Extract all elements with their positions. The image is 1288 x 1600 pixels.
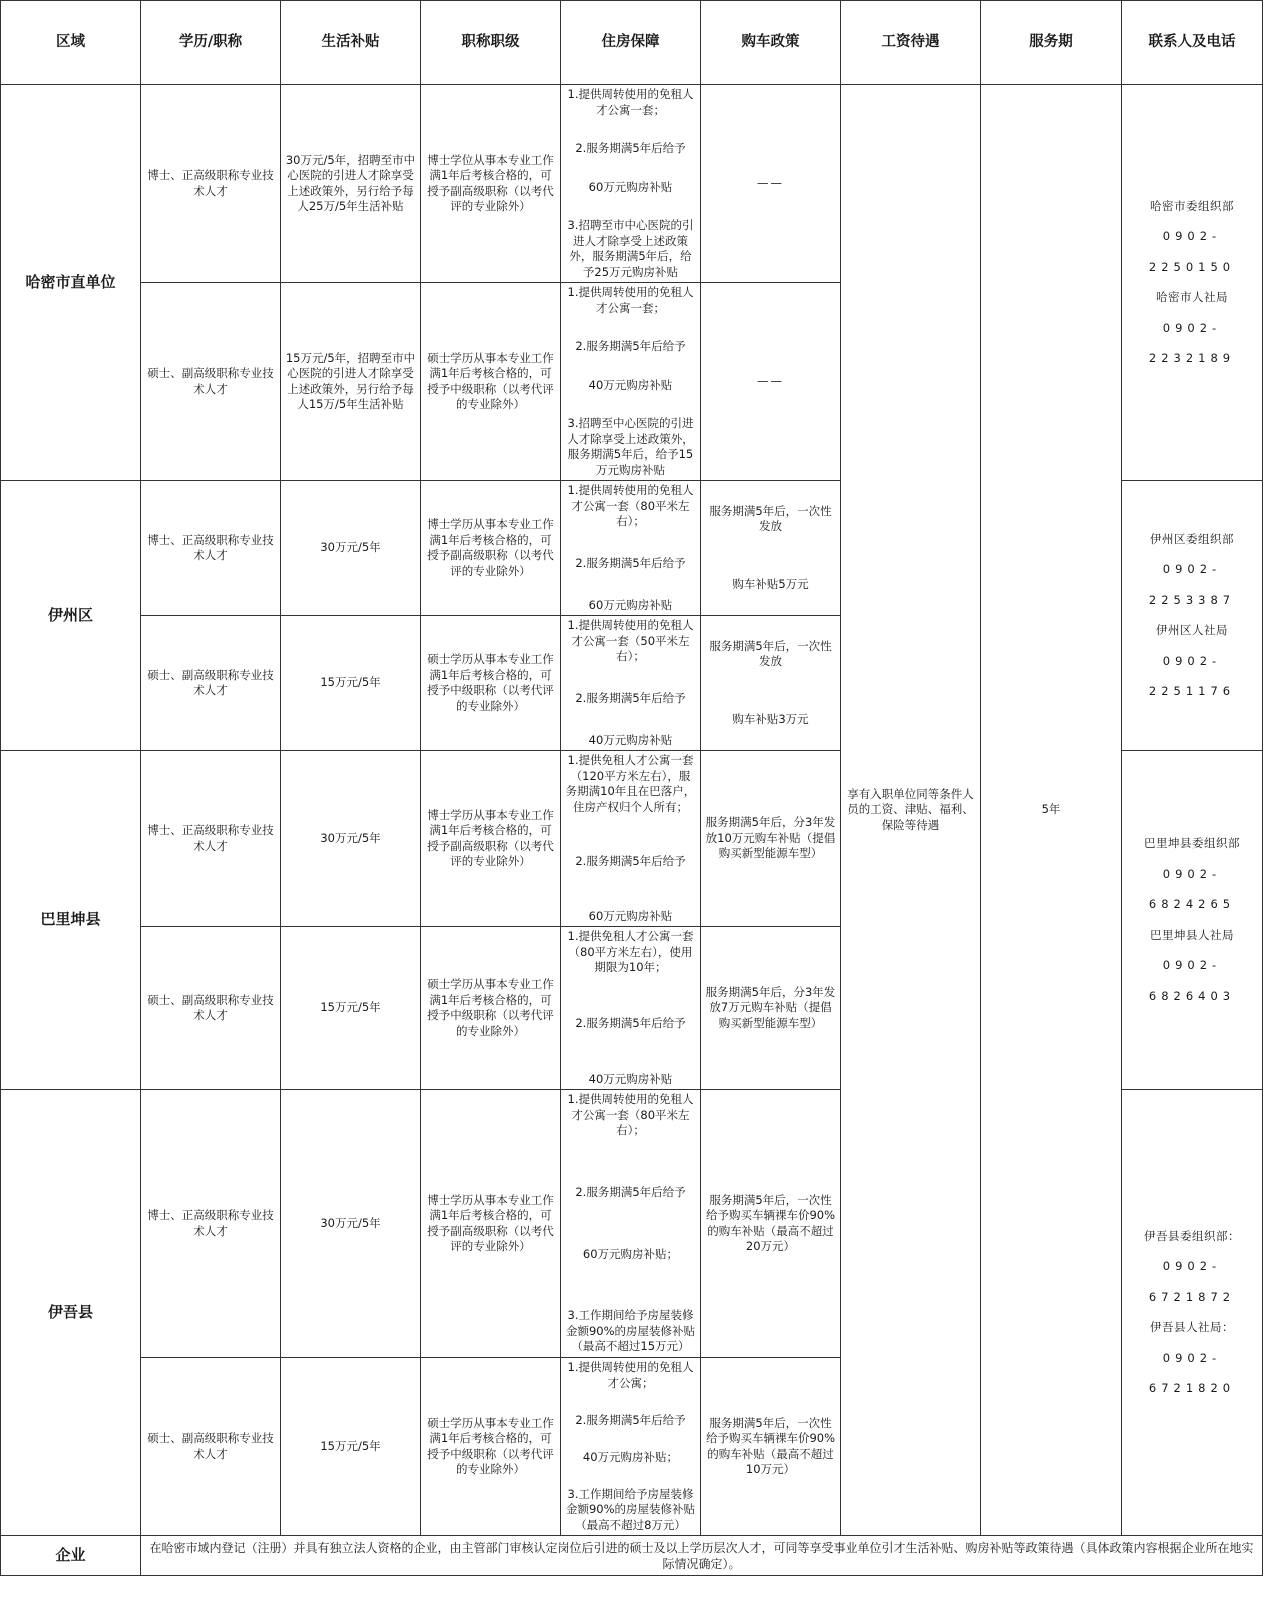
living-subsidy: 30万元/5年: [281, 1090, 421, 1358]
car-policy-text: 服务期满5年后，一次性发放: [709, 638, 832, 669]
header-salary: 工资待遇: [841, 1, 981, 85]
car-policy-text: ——: [757, 373, 784, 388]
contact-phone-number: 2250150: [1148, 259, 1236, 274]
table-row: [1, 85, 1263, 283]
talent-type: 博士、正高级职称专业技术人才: [141, 481, 281, 616]
contact-phone-prefix: 0902-: [1162, 229, 1222, 243]
region-name: 伊州区: [1, 481, 141, 751]
contact-phone-prefix: 0902-: [1162, 562, 1222, 576]
housing-item: 2.服务期满5年后给予: [575, 339, 686, 353]
header-car-policy: 购车政策: [701, 1, 841, 85]
car-policy: 服务期满5年后，一次性给予购买车辆裸车价90%的购车补贴（最高不超过20万元）: [701, 1090, 841, 1358]
region-name: 哈密市直单位: [1, 85, 141, 481]
talent-type: 博士、正高级职称专业技术人才: [141, 85, 281, 283]
living-subsidy: 30万元/5年: [281, 751, 421, 927]
housing-cell: [561, 751, 701, 927]
housing-item: 1.提供周转使用的免租人才公寓一套（80平米左右）；: [567, 1092, 694, 1137]
car-policy: 服务期满5年后，一次性给予购买车辆裸车价90%的购车补贴（最高不超过10万元）: [701, 1358, 841, 1536]
title-rank: 博士学历从事本专业工作满1年后考核合格的，可授予副高级职称（以考代评的专业除外）: [421, 481, 561, 616]
housing-item: 2.服务期满5年后给予: [575, 854, 686, 868]
contact-phone-prefix: 0902-: [1162, 653, 1222, 668]
car-policy: 服务期满5年后，分3年发放10万元购车补贴（提倡购买新型能源车型）: [701, 751, 841, 927]
housing-item: 1.提供周转使用的免租人才公寓；: [567, 1360, 694, 1390]
contact-cell: [1122, 751, 1263, 1090]
housing-cell: [561, 927, 701, 1090]
housing-item: 2.服务期满5年后给予: [575, 1015, 686, 1030]
title-rank: 博士学历从事本专业工作满1年后考核合格的，可授予副高级职称（以考代评的专业除外）: [421, 751, 561, 927]
contact-dept: 哈密市人社局: [1156, 290, 1228, 304]
housing-item: 1.提供周转使用的免租人才公寓一套（50平米左右）；: [567, 618, 694, 663]
car-policy: [701, 481, 841, 616]
contact-dept: 伊州区委组织部: [1150, 531, 1234, 546]
contact-phone-prefix: 0902-: [1162, 1350, 1222, 1365]
contact-phone-number: 6824265: [1148, 897, 1236, 911]
contact-cell: [1122, 85, 1263, 481]
car-policy-text: 服务期满5年后，一次性发放: [709, 503, 832, 534]
housing-item: 40万元购房补贴: [588, 732, 673, 747]
housing-item: 2.服务期满5年后给予: [575, 690, 686, 705]
contact-phone-prefix: 0902-: [1162, 1259, 1222, 1273]
talent-type: 硕士、副高级职称专业技术人才: [141, 283, 281, 481]
housing-item: 3.招聘至中心医院的引进人才除享受上述政策外，服务期满5年后，给予15万元购房补贴: [567, 416, 694, 477]
contact-phone-prefix: 0902-: [1162, 320, 1222, 335]
living-subsidy: 30万元/5年，招聘至市中心医院的引进人才除享受上述政策外，另行给予每人25万/5年生活补贴: [281, 85, 421, 283]
housing-cell: [561, 616, 701, 751]
header-row: [1, 1, 1263, 85]
car-policy: 服务期满5年后，分3年发放7万元购车补贴（提倡购买新型能源车型）: [701, 927, 841, 1090]
header-education: 学历/职称: [141, 1, 281, 85]
contact-dept: 伊吾县人社局：: [1150, 1320, 1234, 1334]
housing-item: 60万元购房补贴: [588, 179, 673, 194]
contact-phone-prefix: 0902-: [1162, 958, 1222, 972]
housing-item: 3.工作期间给予房屋装修金额90%的房屋装修补贴（最高不超过15万元）: [565, 1308, 696, 1354]
housing-cell: [561, 283, 701, 481]
region-name: 伊吾县: [1, 1090, 141, 1536]
housing-item: 3.招聘至市中心医院的引进人才除享受上述政策外，服务期满5年后，给予25万元购房补贴: [567, 218, 694, 279]
housing-item: 2.服务期满5年后给予: [575, 141, 686, 155]
header-title-rank: 职称职级: [421, 1, 561, 85]
housing-item: 40万元购房补贴: [588, 377, 673, 392]
car-policy: [701, 283, 841, 481]
title-rank: 硕士学历从事本专业工作满1年后考核合格的，可授予中级职称（以考代评的专业除外）: [421, 927, 561, 1090]
car-policy-text: ——: [757, 175, 784, 190]
housing-item: 1.提供免租人才公寓一套（120平方米左右），服务期满10年且在巴落户，住房产权归个人所有；: [565, 753, 696, 814]
contact-phone-number: 6721820: [1148, 1381, 1236, 1395]
enterprise-row: [1, 1536, 1263, 1576]
living-subsidy: 15万元/5年: [281, 1358, 421, 1536]
contact-dept: 巴里坤县人社局: [1150, 927, 1234, 942]
car-policy: [701, 616, 841, 751]
enterprise-label: 企业: [1, 1536, 141, 1576]
housing-item: 1.提供周转使用的免租人才公寓一套；: [567, 285, 694, 315]
talent-type: 博士、正高级职称专业技术人才: [141, 751, 281, 927]
contact-dept: 伊州区人社局: [1156, 623, 1228, 637]
contact-dept: 哈密市委组织部: [1150, 198, 1234, 213]
contact-phone-prefix: 0902-: [1162, 866, 1222, 881]
housing-item: 60万元购房补贴: [588, 908, 673, 923]
title-rank: 硕士学历从事本专业工作满1年后考核合格的，可授予中级职称（以考代评的专业除外）: [421, 1358, 561, 1536]
living-subsidy: 15万元/5年，招聘至市中心医院的引进人才除享受上述政策外，另行给予每人15万/5年生活补贴: [281, 283, 421, 481]
living-subsidy: 30万元/5年: [281, 481, 421, 616]
housing-item: 40万元购房补贴；: [582, 1449, 679, 1464]
housing-cell: [561, 1358, 701, 1536]
talent-type: 硕士、副高级职称专业技术人才: [141, 616, 281, 751]
contact-dept: 伊吾县委组织部：: [1144, 1228, 1240, 1243]
housing-item: 40万元购房补贴: [588, 1071, 673, 1086]
housing-cell: [561, 85, 701, 283]
talent-type: 硕士、副高级职称专业技术人才: [141, 927, 281, 1090]
housing-item: 2.服务期满5年后给予: [575, 1412, 686, 1427]
contact-phone-number: 6826403: [1148, 988, 1236, 1003]
living-subsidy: 15万元/5年: [281, 616, 421, 751]
contact-phone-number: 6721872: [1148, 1289, 1236, 1304]
housing-item: 60万元购房补贴；: [582, 1246, 679, 1261]
housing-item: 3.工作期间给予房屋装修金额90%的房屋装修补贴（最高不超过8万元）: [565, 1486, 696, 1532]
service-period-cell: 5年: [981, 85, 1122, 1536]
housing-item: 1.提供免租人才公寓一套（80平方米左右），使用期限为10年；: [567, 929, 694, 974]
housing-cell: [561, 1090, 701, 1358]
title-rank: 博士学历从事本专业工作满1年后考核合格的，可授予副高级职称（以考代评的专业除外）: [421, 1090, 561, 1358]
header-housing: 住房保障: [561, 1, 701, 85]
living-subsidy: 15万元/5年: [281, 927, 421, 1090]
talent-type: 博士、正高级职称专业技术人才: [141, 1090, 281, 1358]
title-rank: 硕士学历从事本专业工作满1年后考核合格的，可授予中级职称（以考代评的专业除外）: [421, 616, 561, 751]
contact-cell: [1122, 1090, 1263, 1536]
header-living-subsidy: 生活补贴: [281, 1, 421, 85]
talent-type: 硕士、副高级职称专业技术人才: [141, 1358, 281, 1536]
housing-item: 60万元购房补贴: [588, 597, 673, 612]
car-policy-text: 购车补贴3万元: [732, 711, 809, 726]
title-rank: 硕士学历从事本专业工作满1年后考核合格的，可授予中级职称（以考代评的专业除外）: [421, 283, 561, 481]
housing-item: 1.提供周转使用的免租人才公寓一套（80平米左右）；: [567, 483, 694, 528]
contact-dept: 巴里坤县委组织部: [1144, 836, 1240, 850]
contact-phone-number: 2251176: [1148, 684, 1236, 698]
header-service-period: 服务期: [981, 1, 1122, 85]
housing-cell: [561, 481, 701, 616]
contact-phone-number: 2232189: [1148, 351, 1236, 365]
header-contact: 联系人及电话: [1122, 1, 1263, 85]
car-policy: [701, 85, 841, 283]
title-rank: 博士学位从事本专业工作满1年后考核合格的，可授予副高级职称（以考代评的专业除外）: [421, 85, 561, 283]
housing-item: 2.服务期满5年后给予: [575, 1184, 686, 1199]
contact-phone-number: 2253387: [1148, 592, 1236, 607]
housing-item: 1.提供周转使用的免租人才公寓一套；: [567, 87, 694, 117]
region-name: 巴里坤县: [1, 751, 141, 1090]
salary-cell: 享有入职单位同等条件人员的工资、津贴、福利、保险等待遇: [841, 85, 981, 1536]
housing-item: 2.服务期满5年后给予: [575, 555, 686, 570]
enterprise-text: 在哈密市域内登记（注册）并具有独立法人资格的企业，由主管部门审核认定岗位后引进的硕士及以上学历层次人才，可同等享受事业单位引才生活补贴、购房补贴等政策待遇（具体政策内容根据企业所在地实际情况确定）。: [141, 1536, 1263, 1576]
header-region: 区域: [1, 1, 141, 85]
car-policy-text: 购车补贴5万元: [732, 576, 809, 591]
contact-cell: [1122, 481, 1263, 751]
